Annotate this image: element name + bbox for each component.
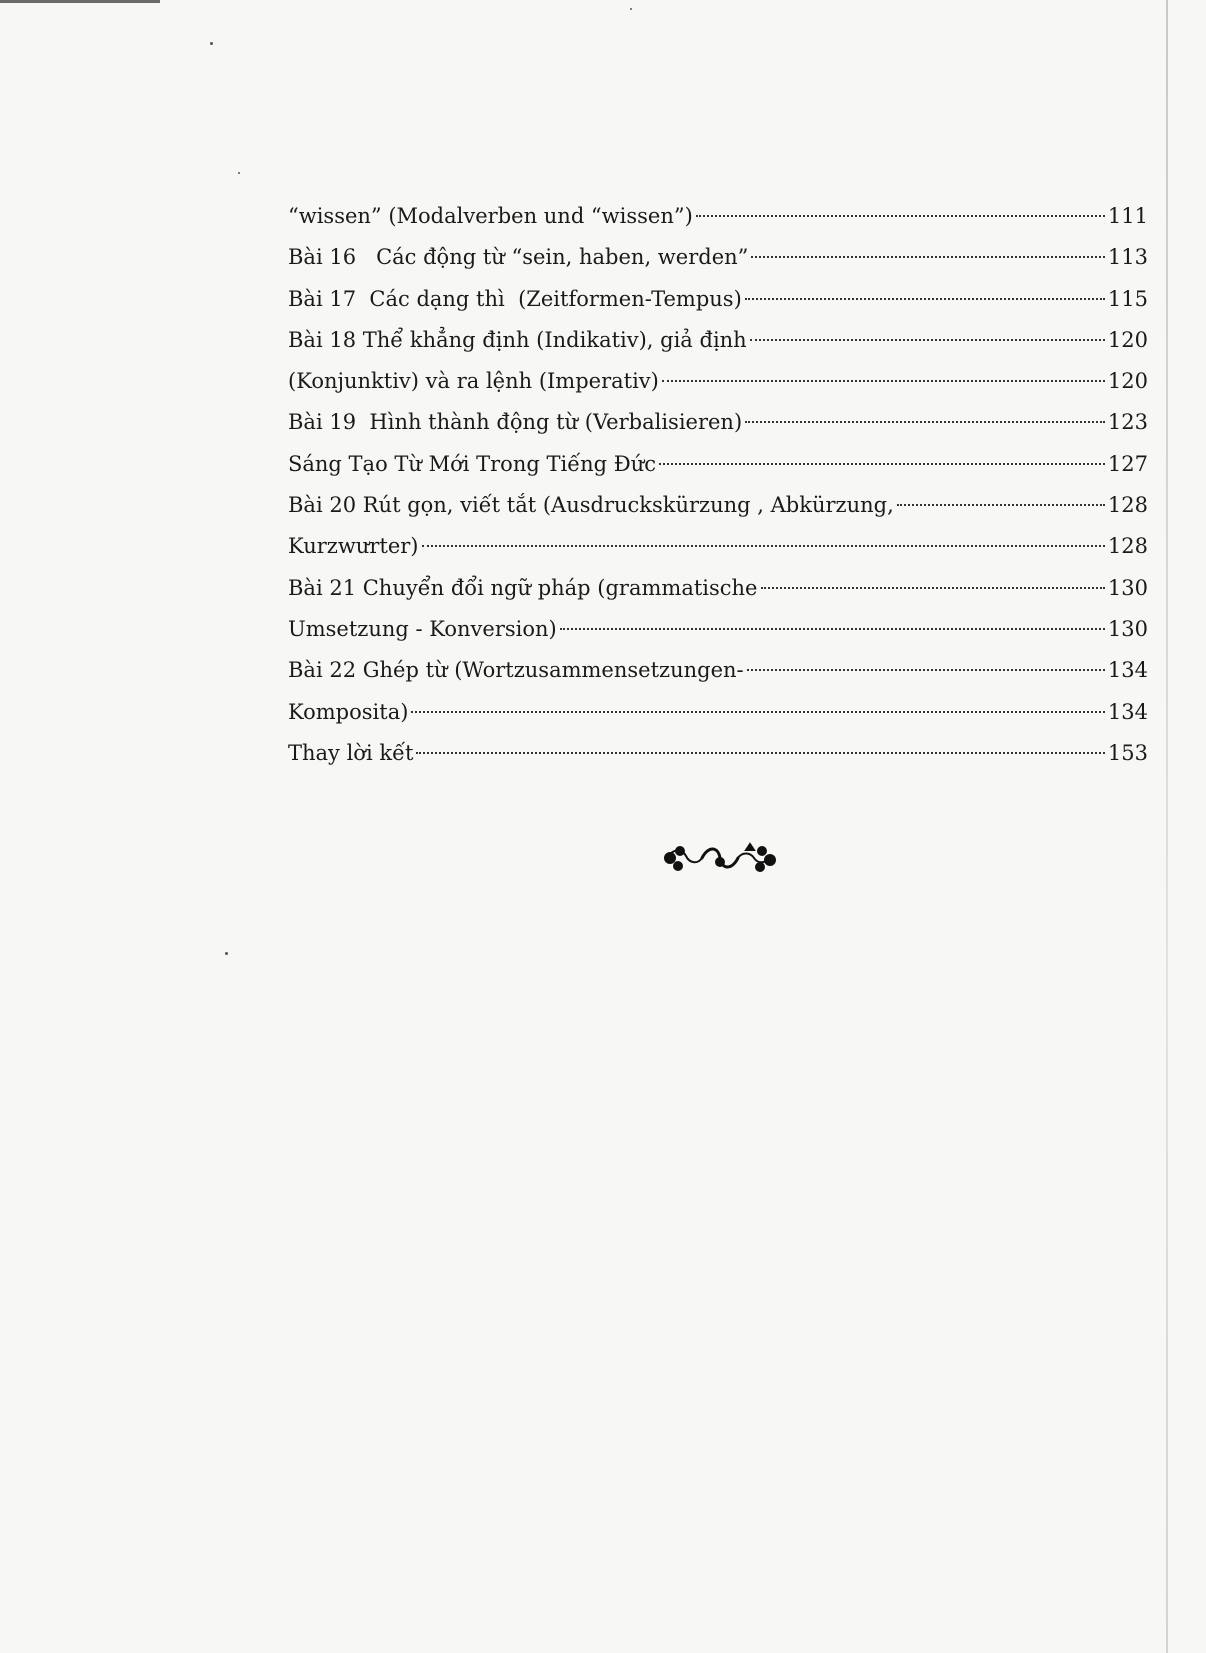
toc-leader-dots [416, 752, 1104, 754]
toc-leader-dots [745, 298, 1105, 300]
toc-entry-title: (Konjunktiv) và ra lệnh (Imperativ) [288, 369, 659, 394]
toc-leader-dots [751, 256, 1105, 258]
toc-entry-title: Bài 22 Ghép từ (Wortzusammensetzungen- [288, 658, 744, 683]
toc-entry[interactable] [288, 320, 1148, 361]
scan-speck [210, 42, 213, 45]
toc-entry[interactable] [288, 237, 1148, 278]
toc-leader-dots [422, 545, 1105, 547]
toc-entry-title: “wissen” (Modalverben und “wissen”) [288, 204, 693, 228]
toc-entry[interactable] [288, 609, 1148, 650]
toc-leader-dots [747, 669, 1105, 671]
toc-entry[interactable] [288, 650, 1148, 691]
toc-entry-title: Komposita) [288, 699, 409, 724]
toc-entry-page: 120 [1107, 369, 1148, 394]
toc-entry-page: 127 [1107, 451, 1148, 476]
toc-entry-title: Kurzwưrter) [288, 534, 419, 559]
scan-speck [630, 8, 632, 10]
floral-ornament-icon [660, 840, 780, 880]
table-of-contents [288, 196, 1148, 774]
toc-leader-dots [411, 711, 1104, 713]
toc-entry-page: 111 [1107, 204, 1148, 228]
toc-entry[interactable] [288, 279, 1148, 320]
toc-entry-page: 123 [1107, 410, 1148, 435]
toc-entry[interactable] [288, 526, 1148, 567]
toc-entry-title: Bài 20 Rút gọn, viết tắt (Ausdruckskürzung , Abkürzung, [288, 493, 894, 518]
toc-entry[interactable] [288, 196, 1148, 237]
toc-entry-title: Bài 18 Thể khẳng định (Indikativ), giả định [288, 327, 747, 352]
page-right-edge [1166, 0, 1168, 1653]
toc-entry[interactable] [288, 361, 1148, 402]
toc-entry-page: 128 [1107, 534, 1148, 559]
page-top-edge [0, 0, 160, 3]
toc-entry-page: 134 [1107, 699, 1148, 724]
toc-entry-page: 134 [1107, 658, 1148, 683]
toc-entry-title: Umsetzung - Konversion) [288, 616, 557, 641]
toc-leader-dots [659, 463, 1105, 465]
toc-entry[interactable] [288, 402, 1148, 443]
toc-entry[interactable] [288, 733, 1148, 774]
toc-entry-page: 130 [1107, 575, 1148, 600]
toc-leader-dots [560, 628, 1105, 630]
toc-entry-title: Bài 21 Chuyển đổi ngữ pháp (grammatische [288, 575, 758, 600]
toc-leader-dots [897, 504, 1105, 506]
toc-entry-page: 113 [1107, 245, 1148, 270]
toc-entry-title: Bài 19 Hình thành động từ (Verbalisieren) [288, 410, 743, 435]
toc-leader-dots [662, 380, 1105, 382]
toc-entry[interactable] [288, 444, 1148, 485]
toc-entry-title: Thay lời kết [288, 740, 414, 765]
toc-entry[interactable] [288, 485, 1148, 526]
toc-entry-page: 120 [1107, 327, 1148, 352]
toc-leader-dots [745, 421, 1105, 423]
toc-leader-dots [750, 339, 1105, 341]
toc-entry-title: Bài 16 Các động từ “sein, haben, werden” [288, 245, 749, 270]
scan-speck [238, 172, 240, 174]
toc-entry-title: Sáng Tạo Từ Mới Trong Tiếng Đức [288, 451, 656, 476]
toc-entry-page: 130 [1107, 616, 1148, 641]
toc-entry-page: 128 [1107, 493, 1148, 518]
toc-entry[interactable] [288, 692, 1148, 733]
toc-entry-page: 115 [1107, 286, 1148, 311]
toc-leader-dots [761, 587, 1105, 589]
toc-entry-title: Bài 17 Các dạng thì (Zeitformen-Tempus) [288, 286, 742, 311]
toc-leader-dots [696, 215, 1105, 217]
toc-entry[interactable] [288, 568, 1148, 609]
scan-speck [225, 952, 228, 955]
toc-entry-page: 153 [1107, 740, 1148, 765]
